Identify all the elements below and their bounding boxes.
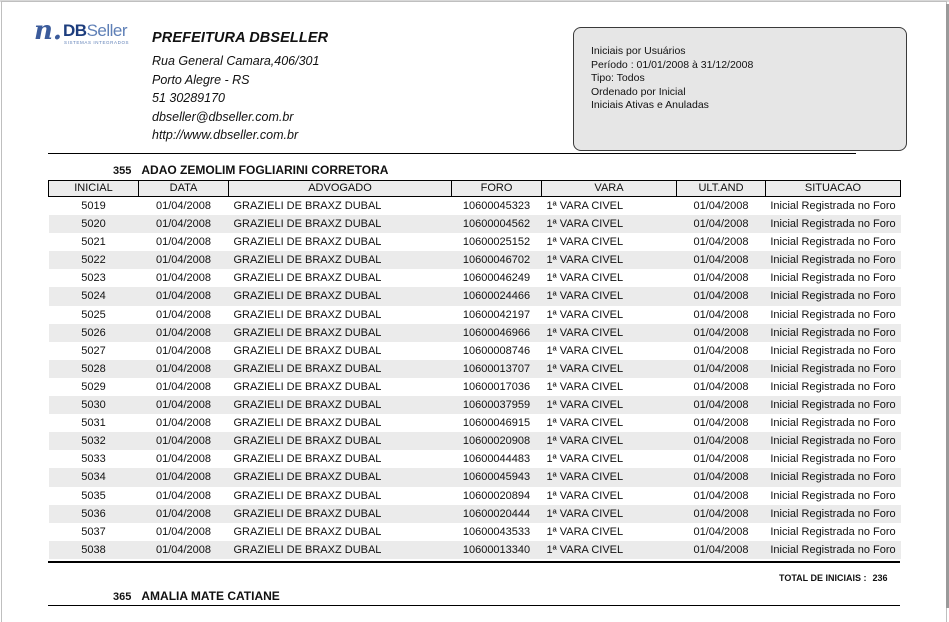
cell-situacao: Inicial Registrada no Foro (770, 344, 896, 357)
logo-tagline: SISTEMAS INTEGRADOS (64, 40, 130, 45)
table-row (49, 487, 901, 505)
cell-data: 01/04/2008 (139, 541, 229, 559)
cell-foro: 10600046966 (452, 324, 542, 342)
cell-advogado: GRAZIELI DE BRAXZ DUBAL (229, 468, 452, 486)
cell-vara: 1ª VARA CIVEL (542, 432, 677, 450)
logo-wordmark (63, 22, 127, 39)
cell-advogado: GRAZIELI DE BRAXZ DUBAL (233, 236, 382, 249)
cell-inicial: 5033 (81, 453, 106, 466)
company-name: PREFEITURA DBSELLER (152, 30, 329, 46)
cell-foro: 10600044483 (462, 453, 531, 466)
cell-vara: 1ª VARA CIVEL (542, 505, 677, 523)
cell-situacao: Inicial Registrada no Foro (766, 396, 901, 414)
cell-foro: 10600025152 (462, 236, 531, 249)
cell-data: 01/04/2008 (139, 251, 229, 269)
report-filter: Iniciais Ativas e Anuladas (591, 99, 709, 111)
report-info-box (573, 27, 907, 151)
cell-ult-and: 01/04/2008 (677, 215, 766, 233)
table-header-row (49, 181, 901, 197)
cell-ult-and: 01/04/2008 (693, 200, 749, 212)
cell-vara: 1ª VARA CIVEL (546, 453, 624, 466)
cell-vara: 1ª VARA CIVEL (546, 272, 624, 285)
cell-vara: 1ª VARA CIVEL (542, 215, 677, 233)
cell-data: 01/04/2008 (155, 308, 212, 321)
cell-advogado: GRAZIELI DE BRAXZ DUBAL (229, 360, 452, 378)
cell-inicial: 5034 (49, 468, 139, 486)
cell-situacao: Inicial Registrada no Foro (770, 200, 896, 212)
cell-foro: 10600037959 (452, 396, 542, 414)
table-row (49, 342, 901, 360)
company-street: Rua General Camara,406/301 (152, 54, 320, 68)
cell-data: 01/04/2008 (139, 396, 229, 414)
cell-data: 01/04/2008 (139, 505, 229, 523)
cell-foro: 10600004562 (452, 215, 542, 233)
table-row (49, 360, 901, 378)
cell-advogado: GRAZIELI DE BRAXZ DUBAL (233, 200, 382, 212)
cell-vara: 1ª VARA CIVEL (542, 541, 677, 559)
cell-ult-and: 01/04/2008 (693, 417, 749, 430)
col-header-vara: VARA (542, 181, 677, 197)
cell-situacao: Inicial Registrada no Foro (766, 324, 901, 342)
cell-foro: 10600020444 (452, 505, 542, 523)
table-row (49, 432, 901, 450)
report-period: Período : 01/01/2008 à 31/12/2008 (591, 58, 754, 71)
cell-advogado: GRAZIELI DE BRAXZ DUBAL (233, 417, 382, 430)
table-row (49, 251, 901, 269)
cell-vara: 1ª VARA CIVEL (542, 360, 677, 378)
cell-situacao: Inicial Registrada no Foro (766, 505, 901, 523)
cell-vara: 1ª VARA CIVEL (546, 308, 624, 321)
cell-advogado: GRAZIELI DE BRAXZ DUBAL (229, 396, 452, 414)
company-header (152, 30, 328, 145)
cell-ult-and: 01/04/2008 (677, 396, 766, 414)
cell-advogado: GRAZIELI DE BRAXZ DUBAL (229, 251, 452, 269)
cell-advogado: GRAZIELI DE BRAXZ DUBAL (229, 324, 452, 342)
cell-foro: 10600024466 (452, 287, 542, 305)
cell-ult-and: 01/04/2008 (677, 251, 766, 269)
cell-inicial: 5032 (49, 432, 139, 450)
cell-situacao: Inicial Registrada no Foro (770, 417, 896, 430)
cell-data: 01/04/2008 (139, 215, 229, 233)
cell-ult-and: 01/04/2008 (677, 541, 766, 559)
cell-advogado: GRAZIELI DE BRAXZ DUBAL (229, 432, 452, 450)
table-row (49, 287, 901, 305)
cell-data: 01/04/2008 (155, 344, 212, 357)
cell-data: 01/04/2008 (139, 468, 229, 486)
dbseller-logo (34, 16, 134, 46)
col-header-ult-and: ULT.AND (677, 181, 766, 197)
cell-foro: 10600043533 (462, 525, 531, 538)
logo-mark: n. (34, 16, 62, 46)
cell-ult-and: 01/04/2008 (677, 468, 766, 486)
report-title: Iniciais por Usuários (591, 45, 686, 57)
cell-situacao: Inicial Registrada no Foro (766, 541, 901, 559)
header-divider (48, 153, 856, 154)
cell-situacao: Inicial Registrada no Foro (770, 236, 896, 249)
cell-situacao: Inicial Registrada no Foro (770, 525, 896, 538)
cell-vara: 1ª VARA CIVEL (546, 200, 624, 212)
cell-vara: 1ª VARA CIVEL (542, 468, 677, 486)
iniciais-table (48, 180, 901, 559)
cell-ult-and: 01/04/2008 (693, 380, 749, 393)
cell-foro: 10600046915 (462, 417, 531, 430)
cell-situacao: Inicial Registrada no Foro (770, 453, 896, 466)
cell-inicial: 5022 (49, 251, 139, 269)
total-iniciais (779, 573, 888, 583)
cell-advogado: GRAZIELI DE BRAXZ DUBAL (229, 541, 452, 559)
cell-situacao: Inicial Registrada no Foro (766, 468, 901, 486)
cell-foro: 10600020908 (452, 432, 542, 450)
col-header-inicial: INICIAL (49, 181, 139, 197)
cell-inicial: 5026 (49, 324, 139, 342)
cell-foro: 10600008746 (462, 344, 531, 357)
total-value: 236 (872, 573, 888, 583)
report-type: Tipo: Todos (591, 72, 645, 84)
cell-foro: 10600020894 (462, 489, 531, 502)
cell-ult-and: 01/04/2008 (677, 324, 766, 342)
cell-data: 01/04/2008 (139, 432, 229, 450)
cell-data: 01/04/2008 (155, 380, 212, 393)
cell-vara: 1ª VARA CIVEL (542, 324, 677, 342)
cell-advogado: GRAZIELI DE BRAXZ DUBAL (233, 453, 382, 466)
cell-data: 01/04/2008 (155, 489, 212, 502)
cell-inicial: 5021 (81, 236, 106, 249)
cell-data: 01/04/2008 (155, 236, 212, 249)
cell-foro: 10600013707 (452, 360, 542, 378)
cell-data: 01/04/2008 (155, 525, 212, 538)
cell-inicial: 5025 (81, 308, 106, 321)
table-bottom-rule (48, 561, 900, 563)
cell-situacao: Inicial Registrada no Foro (770, 380, 896, 393)
cell-vara: 1ª VARA CIVEL (546, 344, 624, 357)
table-row (49, 523, 901, 541)
cell-situacao: Inicial Registrada no Foro (766, 215, 901, 233)
cell-vara: 1ª VARA CIVEL (546, 236, 624, 249)
cell-advogado: GRAZIELI DE BRAXZ DUBAL (233, 525, 382, 538)
cell-advogado: GRAZIELI DE BRAXZ DUBAL (229, 287, 452, 305)
cell-data: 01/04/2008 (155, 453, 212, 466)
cell-data: 01/04/2008 (155, 272, 212, 285)
next-group-name: AMALIA MATE CATIANE (141, 589, 280, 603)
table-row (49, 414, 901, 432)
group-code: 355 (113, 165, 132, 177)
cell-inicial: 5036 (49, 505, 139, 523)
cell-foro: 10600046249 (462, 272, 531, 285)
cell-data: 01/04/2008 (155, 200, 212, 212)
cell-foro: 10600045323 (462, 200, 531, 212)
cell-ult-and: 01/04/2008 (677, 505, 766, 523)
cell-inicial: 5024 (49, 287, 139, 305)
col-header-advogado: ADVOGADO (229, 181, 452, 197)
logo-word-bold: DB (63, 21, 87, 40)
cell-advogado: GRAZIELI DE BRAXZ DUBAL (229, 215, 452, 233)
table-row (49, 197, 901, 216)
cell-data: 01/04/2008 (155, 417, 212, 430)
table-row (49, 468, 901, 486)
cell-ult-and: 01/04/2008 (693, 272, 749, 285)
table-row (49, 324, 901, 342)
cell-situacao: Inicial Registrada no Foro (770, 489, 896, 502)
col-header-data: DATA (139, 181, 229, 197)
table-row (49, 306, 901, 324)
company-city: Porto Alegre - RS (152, 72, 250, 87)
table-row (49, 450, 901, 468)
table-row (49, 269, 901, 287)
report-order: Ordenado por Inicial (591, 85, 686, 98)
cell-inicial: 5029 (81, 380, 106, 393)
cell-inicial: 5037 (81, 525, 106, 538)
company-phone: 51 30289170 (152, 91, 225, 105)
cell-ult-and: 01/04/2008 (693, 344, 749, 357)
group-name: ADAO ZEMOLIM FOGLIARINI CORRETORA (141, 163, 389, 177)
cell-inicial: 5031 (81, 417, 106, 430)
table-row (49, 233, 901, 251)
cell-vara: 1ª VARA CIVEL (546, 417, 624, 430)
total-label: TOTAL DE INICIAIS : (779, 573, 867, 583)
cell-vara: 1ª VARA CIVEL (542, 251, 677, 269)
cell-foro: 10600046702 (452, 251, 542, 269)
cell-data: 01/04/2008 (139, 360, 229, 378)
cell-advogado: GRAZIELI DE BRAXZ DUBAL (233, 272, 382, 285)
logo-word-light: Seller (86, 21, 128, 40)
cell-vara: 1ª VARA CIVEL (546, 380, 624, 393)
cell-inicial: 5023 (81, 272, 106, 285)
cell-inicial: 5020 (49, 215, 139, 233)
cell-ult-and: 01/04/2008 (693, 308, 749, 321)
next-group-title (113, 589, 280, 603)
company-website: http://www.dbseller.com.br (152, 128, 299, 142)
cell-ult-and: 01/04/2008 (677, 432, 766, 450)
cell-foro: 10600013340 (452, 541, 542, 559)
table-row (49, 215, 901, 233)
table-body (49, 197, 901, 559)
cell-situacao: Inicial Registrada no Foro (770, 272, 896, 285)
cell-inicial: 5035 (81, 489, 106, 502)
cell-advogado: GRAZIELI DE BRAXZ DUBAL (229, 505, 452, 523)
cell-ult-and: 01/04/2008 (693, 525, 749, 538)
cell-inicial: 5030 (49, 396, 139, 414)
cell-situacao: Inicial Registrada no Foro (766, 432, 901, 450)
cell-vara: 1ª VARA CIVEL (546, 525, 624, 538)
table-row (49, 396, 901, 414)
cell-inicial: 5028 (49, 360, 139, 378)
cell-situacao: Inicial Registrada no Foro (766, 251, 901, 269)
cell-data: 01/04/2008 (139, 324, 229, 342)
cell-foro: 10600017036 (462, 380, 531, 393)
col-header-foro: FORO (452, 181, 542, 197)
cell-ult-and: 01/04/2008 (693, 489, 749, 502)
cell-advogado: GRAZIELI DE BRAXZ DUBAL (233, 308, 382, 321)
cell-foro: 10600045943 (452, 468, 542, 486)
cell-ult-and: 01/04/2008 (677, 287, 766, 305)
cell-inicial: 5027 (81, 344, 106, 357)
cell-vara: 1ª VARA CIVEL (542, 396, 677, 414)
cell-advogado: GRAZIELI DE BRAXZ DUBAL (233, 344, 382, 357)
table-row (49, 378, 901, 396)
cell-situacao: Inicial Registrada no Foro (766, 287, 901, 305)
cell-vara: 1ª VARA CIVEL (546, 489, 624, 502)
cell-foro: 10600042197 (462, 308, 531, 321)
cell-situacao: Inicial Registrada no Foro (766, 360, 901, 378)
cell-situacao: Inicial Registrada no Foro (770, 308, 896, 321)
company-email: dbseller@dbseller.com.br (152, 109, 294, 124)
cell-inicial: 5019 (81, 200, 106, 212)
next-group-code: 365 (113, 591, 132, 603)
cell-inicial: 5038 (49, 541, 139, 559)
cell-ult-and: 01/04/2008 (693, 453, 749, 466)
cell-ult-and: 01/04/2008 (677, 360, 766, 378)
cell-ult-and: 01/04/2008 (693, 236, 749, 249)
col-header-situacao: SITUACAO (766, 181, 901, 197)
group-title (113, 163, 388, 177)
cell-vara: 1ª VARA CIVEL (542, 287, 677, 305)
table-row (49, 505, 901, 523)
cell-advogado: GRAZIELI DE BRAXZ DUBAL (233, 489, 382, 502)
cell-advogado: GRAZIELI DE BRAXZ DUBAL (233, 380, 382, 393)
next-table-header-edge (48, 605, 900, 609)
cell-data: 01/04/2008 (139, 287, 229, 305)
table-row (49, 541, 901, 559)
